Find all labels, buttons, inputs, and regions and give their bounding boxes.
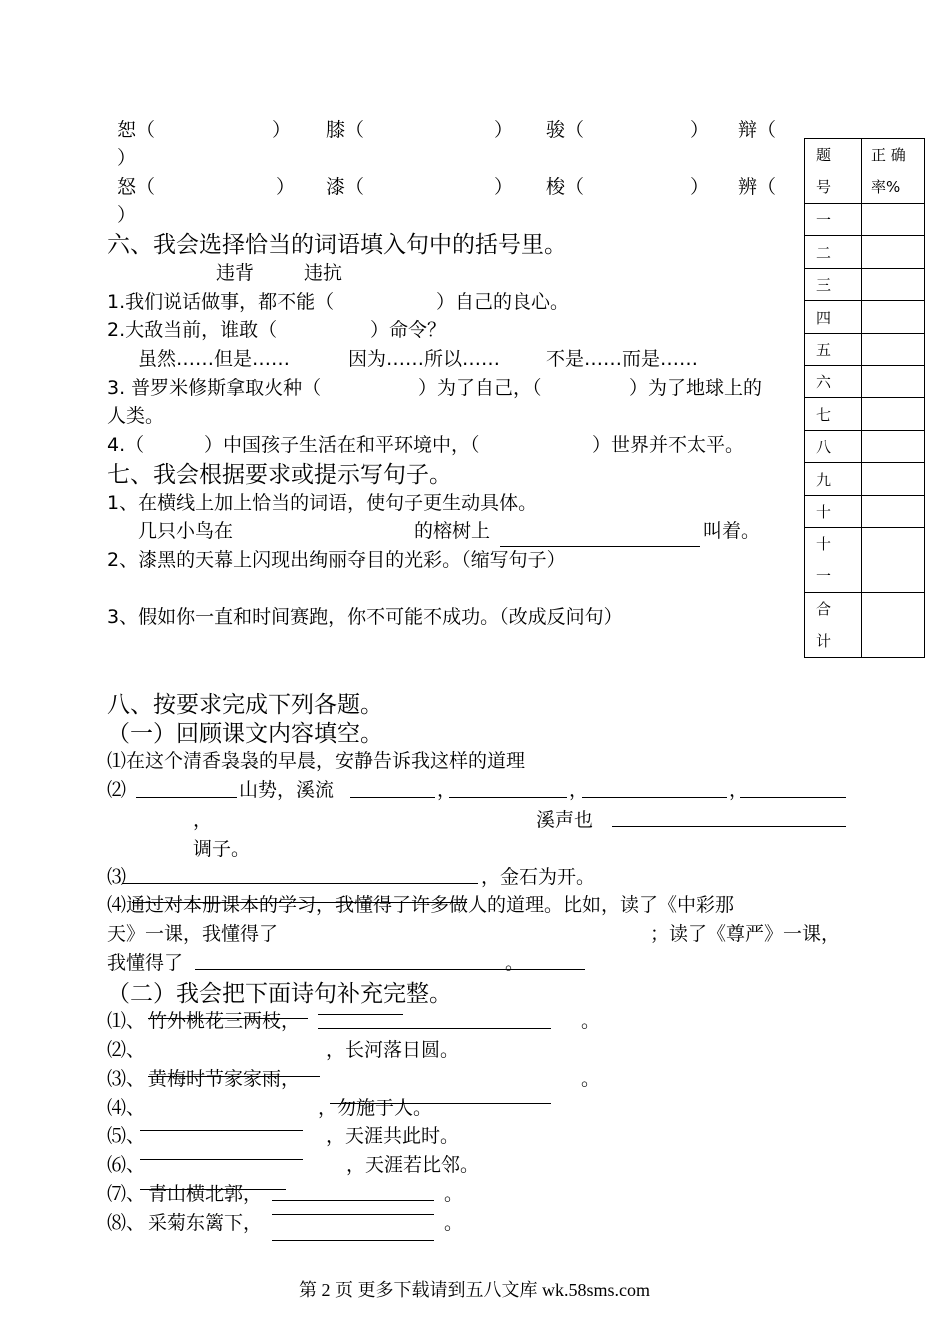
- question-6-3-cont: 人类。: [107, 405, 165, 427]
- question-7-1-part: 的榕树上: [414, 520, 491, 542]
- answer-line[interactable]: [140, 1130, 303, 1131]
- poem-end: 。: [444, 1212, 464, 1234]
- question-6-2: 2.大敌当前，谁敢（: [107, 319, 278, 341]
- char-item: ）: [690, 176, 710, 198]
- score-table: [804, 138, 925, 658]
- word-choice: 因为……所以……: [348, 348, 501, 370]
- table-cell[interactable]: [862, 204, 925, 236]
- section-6-title: 六、我会选择恰当的词语填入句中的括号里。: [107, 232, 567, 258]
- question-6-2-end: ）命令？: [370, 319, 447, 341]
- char-item: ）: [272, 119, 292, 141]
- answer-line[interactable]: [449, 797, 567, 798]
- question-6-3-mid: ）为了自己，（: [418, 377, 542, 399]
- table-cell[interactable]: [862, 301, 925, 334]
- char-item: 漆（: [326, 176, 365, 198]
- poem-end: 。: [444, 1183, 464, 1205]
- question-7-1: 1、在横线上加上恰当的词语，使句子更生动具体。: [107, 492, 538, 514]
- answer-line[interactable]: [122, 883, 478, 884]
- fill-2-text: 山势，溪流: [239, 779, 335, 801]
- table-cell[interactable]: [862, 463, 925, 496]
- poem-num: ⑵、: [107, 1039, 146, 1061]
- question-6-1: 1.我们说话做事，都不能（: [107, 291, 335, 313]
- answer-line[interactable]: [195, 969, 585, 970]
- fill-3-num: ⑶: [107, 866, 127, 888]
- fill-4-line3: 我懂得了: [107, 952, 184, 974]
- word-choice: 违抗: [304, 262, 343, 284]
- answer-line[interactable]: [318, 1028, 551, 1029]
- table-cell[interactable]: [862, 528, 925, 593]
- question-6-4-mid: ）中国孩子生活在和平环境中，（: [204, 434, 480, 456]
- strike-line: [148, 1076, 320, 1077]
- poem-line: ，天涯若比邻。: [346, 1154, 480, 1176]
- table-row-label: 十: [805, 496, 862, 528]
- table-header-cell: 正 确 率%: [862, 139, 925, 204]
- answer-line[interactable]: [136, 797, 237, 798]
- fill-4-line3-end: 。: [505, 952, 525, 974]
- fill-2-num: ⑵: [107, 779, 127, 801]
- part-1-title: （一）回顾课文内容填空。: [107, 721, 383, 747]
- char-item: 梭（: [546, 176, 585, 198]
- answer-line[interactable]: [272, 1214, 434, 1215]
- char-item: ）: [494, 176, 514, 198]
- char-item: 骏（: [546, 119, 585, 141]
- table-row-label: 三: [805, 269, 862, 301]
- table-row-label: 五: [805, 334, 862, 366]
- char-item: ）: [494, 119, 514, 141]
- question-6-3-end: ）为了地球上的: [629, 377, 763, 399]
- section-7-title: 七、我会根据要求或提示写句子。: [107, 462, 452, 488]
- fill-4-line1: ⑷通过对本册课本的学习，我懂得了许多做人的道理。比如，读了《中彩那: [107, 894, 735, 916]
- answer-line[interactable]: [582, 797, 727, 798]
- answer-line[interactable]: [740, 797, 846, 798]
- strike-line: [140, 1189, 286, 1190]
- char-item: 怒（: [117, 176, 156, 198]
- fill-4-line2-end: ；读了《尊严》一课，: [650, 923, 841, 945]
- poem-num: ⑸、: [107, 1125, 146, 1147]
- strike-line: [330, 1103, 551, 1104]
- poem-end: 。: [581, 1010, 601, 1032]
- poem-num: ⑺、: [107, 1183, 146, 1205]
- poem-line: ，勿施于人。: [318, 1097, 433, 1119]
- poem-line: 采菊东篱下，: [148, 1212, 263, 1234]
- poem-line: ，天涯共此时。: [326, 1125, 460, 1147]
- fill-2-comma: ，: [193, 809, 213, 831]
- answer-line[interactable]: [272, 1240, 434, 1241]
- table-row-label: 四: [805, 301, 862, 334]
- answer-line[interactable]: [318, 1014, 403, 1015]
- char-item: 辩（: [738, 119, 777, 141]
- fill-2-comma: ，: [437, 779, 457, 801]
- fill-2-text: 溪声也: [536, 809, 594, 831]
- char-item: 恕（: [117, 119, 156, 141]
- poem-line: 竹外桃花三两枝，: [148, 1010, 301, 1032]
- question-7-3: 3、假如你一直和时间赛跑，你不可能不成功。（改成反问句）: [107, 606, 623, 628]
- question-6-4-end: ）世界并不太平。: [592, 434, 745, 456]
- char-item: 膝（: [326, 119, 365, 141]
- page-footer: 第 2 页 更多下载请到五八文库 wk.58sms.com: [299, 1280, 650, 1300]
- fill-2-comma: ，: [729, 779, 749, 801]
- poem-line: ，长河落日圆。: [326, 1039, 460, 1061]
- table-cell[interactable]: [862, 398, 925, 431]
- answer-line[interactable]: [500, 546, 700, 547]
- char-item: 辨（: [738, 176, 777, 198]
- table-row-label: 二: [805, 236, 862, 269]
- table-row-label: 十一: [805, 528, 862, 593]
- fill-1: ⑴在这个清香袅袅的早晨，安静告诉我这样的道理: [107, 750, 526, 772]
- poem-num: ⑷、: [107, 1097, 146, 1119]
- table-cell[interactable]: [862, 496, 925, 528]
- word-choice: 违背: [216, 262, 255, 284]
- word-choice: 虽然……但是……: [138, 348, 291, 370]
- char-item: ）: [117, 204, 137, 226]
- word-choice: 不是……而是……: [546, 348, 699, 370]
- table-cell[interactable]: [862, 269, 925, 301]
- question-7-1-part: 几只小鸟在: [138, 520, 234, 542]
- question-6-3: 3. 普罗米修斯拿取火种（: [107, 377, 322, 399]
- answer-line[interactable]: [272, 1200, 434, 1201]
- answer-line[interactable]: [350, 797, 435, 798]
- question-7-1-part: 叫着。: [703, 520, 761, 542]
- poem-line: 青山横北郭，: [148, 1183, 263, 1205]
- table-cell[interactable]: [862, 334, 925, 366]
- table-row-label: 八: [805, 431, 862, 463]
- poem-num: ⑴、: [107, 1010, 146, 1032]
- char-item: ）: [276, 176, 296, 198]
- char-item: ）: [690, 119, 710, 141]
- table-cell[interactable]: [862, 366, 925, 398]
- fill-4-line2: 天》一课，我懂得了: [107, 923, 279, 945]
- part-2-title: （二）我会把下面诗句补充完整。: [107, 981, 452, 1007]
- fill-2-end: 调子。: [193, 838, 251, 860]
- table-row-label: 六: [805, 366, 862, 398]
- poem-end: 。: [581, 1068, 601, 1090]
- table-row-label: 九: [805, 463, 862, 496]
- poem-num: ⑶、: [107, 1068, 146, 1090]
- table-row-label: 七: [805, 398, 862, 431]
- table-row-label: 一: [805, 204, 862, 236]
- question-6-4: 4.（: [107, 434, 145, 456]
- question-6-1-end: ）自己的良心。: [436, 291, 570, 313]
- answer-line[interactable]: [612, 826, 846, 827]
- strike-line: [148, 1018, 308, 1019]
- answer-line[interactable]: [140, 1159, 303, 1160]
- question-7-2: 2、漆黑的天幕上闪现出绚丽夺目的光彩。（缩写句子）: [107, 549, 566, 571]
- poem-line: 黄梅时节家家雨，: [148, 1068, 301, 1090]
- poem-num: ⑹、: [107, 1154, 146, 1176]
- strike-line: [132, 902, 467, 903]
- fill-2-comma: ，: [569, 779, 589, 801]
- table-cell[interactable]: [862, 593, 925, 658]
- char-item: ）: [117, 147, 137, 169]
- poem-num: ⑻、: [107, 1212, 146, 1234]
- table-cell[interactable]: [862, 431, 925, 463]
- fill-3-text: ，金石为开。: [481, 866, 596, 888]
- table-row-label: 合计: [805, 593, 862, 658]
- section-8-title: 八、按要求完成下列各题。: [107, 692, 383, 718]
- table-cell[interactable]: [862, 236, 925, 269]
- table-header-cell: 题号: [805, 139, 862, 204]
